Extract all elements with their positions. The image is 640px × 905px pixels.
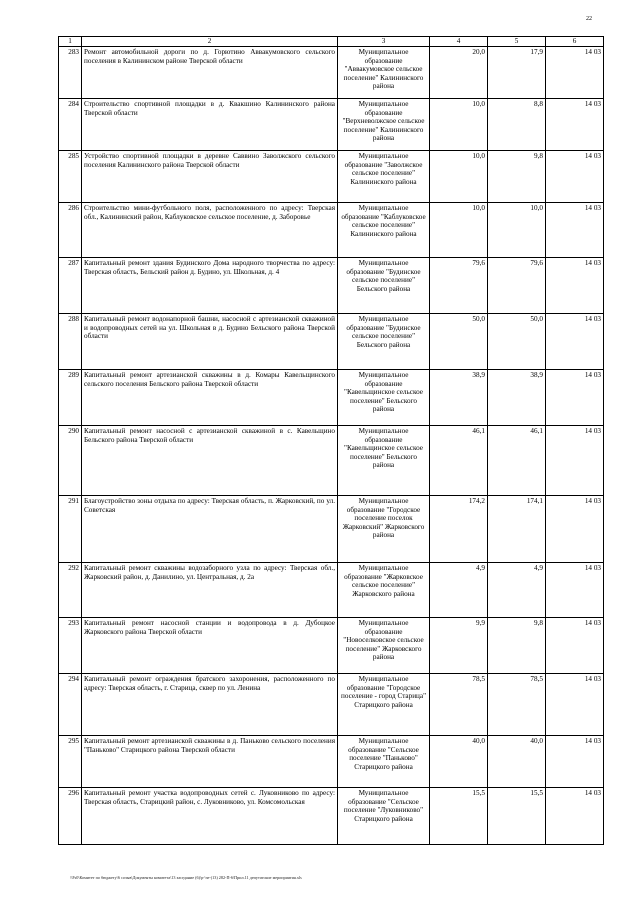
row-number: 284 (59, 99, 82, 151)
row-budget-code: 14 03 (546, 370, 604, 426)
row-number: 285 (59, 151, 82, 203)
row-value-actual: 46,1 (488, 426, 546, 496)
row-description: Строительство мини-футбольного поля, расположенного по адресу: Тверская обл., Калининский район, Каблуковское сельское поселение, д. Заборовье (82, 203, 338, 258)
row-value-planned: 78,5 (430, 674, 488, 736)
row-budget-code: 14 03 (546, 47, 604, 99)
row-description: Ремонт автомобильной дороги по д. Горютино Аввакумовского сельского поселения в Калининском районе Тверской области (82, 47, 338, 99)
row-budget-code: 14 03 (546, 618, 604, 674)
table-row (59, 788, 604, 845)
col-header-3: 3 (338, 37, 430, 47)
row-recipient: Муниципальное образование "Будинское сельское поселение" Бельского района (338, 314, 430, 370)
row-number: 283 (59, 47, 82, 99)
row-value-planned: 46,1 (430, 426, 488, 496)
row-description: Благоустройство зоны отдыха по адресу: Тверская область, п. Жарковский, по ул. Советская (82, 496, 338, 563)
row-value-actual: 79,6 (488, 258, 546, 314)
row-value-planned: 79,6 (430, 258, 488, 314)
col-header-5: 5 (488, 37, 546, 47)
appropriations-table (58, 36, 604, 845)
row-recipient: Муниципальное образование "Каблуковское сельское поселение" Калининского района (338, 203, 430, 258)
row-value-planned: 40,0 (430, 736, 488, 788)
row-description: Устройство спортивной площадки в деревне Саввино Заволжского сельского поселения Калининского района Тверской области (82, 151, 338, 203)
table-row (59, 258, 604, 314)
table-row (59, 426, 604, 496)
row-number: 293 (59, 618, 82, 674)
row-value-planned: 15,5 (430, 788, 488, 845)
row-number: 292 (59, 563, 82, 618)
table-row (59, 47, 604, 99)
page-number: 22 (586, 16, 592, 22)
table-row (59, 151, 604, 203)
row-number: 296 (59, 788, 82, 845)
row-budget-code: 14 03 (546, 203, 604, 258)
row-recipient: Муниципальное образование "Сельское поселение "Луковниково" Старицкого района (338, 788, 430, 845)
row-budget-code: 14 03 (546, 99, 604, 151)
row-value-planned: 4,9 (430, 563, 488, 618)
row-value-actual: 9,8 (488, 151, 546, 203)
row-recipient: Муниципальное образование "Кавельщинское сельское поселение" Бельского района (338, 426, 430, 496)
row-recipient: Муниципальное образование "Кавельщинское сельское поселение" Бельского района (338, 370, 430, 426)
row-number: 291 (59, 496, 82, 563)
row-budget-code: 14 03 (546, 426, 604, 496)
row-value-actual: 50,0 (488, 314, 546, 370)
row-budget-code: 14 03 (546, 314, 604, 370)
row-description: Капитальный ремонт участка водопроводных сетей с. Луковниково по адресу: Тверская область, Старицкий район, с. Луковниково, ул. Комсомольская (82, 788, 338, 845)
row-value-planned: 38,9 (430, 370, 488, 426)
row-budget-code: 14 03 (546, 151, 604, 203)
col-header-6: 6 (546, 37, 604, 47)
row-recipient: Муниципальное образование "Аввакумовское сельское поселение" Калининского района (338, 47, 430, 99)
file-path-footer: \\Fs0\Комитет по бюджету\6 созыв\Документы комитета\13 заседание (6)\р-\зе-(13) 282-П-6\Прил.11 депутатские мероприятия.xls (70, 875, 302, 880)
row-description: Капитальный ремонт водонапорной башни, насосной с артезианской скважиной и водопроводных сетей на ул. Школьная в д. Будино Бельского района Тверской области (82, 314, 338, 370)
row-recipient: Муниципальное образование "Городское поселение поселок Жарковский" Жарковского района (338, 496, 430, 563)
row-value-actual: 174,1 (488, 496, 546, 563)
row-budget-code: 14 03 (546, 563, 604, 618)
row-value-planned: 9,9 (430, 618, 488, 674)
table-row (59, 370, 604, 426)
row-recipient: Муниципальное образование "Сельское поселение "Паньково" Старицкого района (338, 736, 430, 788)
table-row (59, 563, 604, 618)
row-value-planned: 50,0 (430, 314, 488, 370)
row-value-actual: 15,5 (488, 788, 546, 845)
row-value-actual: 78,5 (488, 674, 546, 736)
table-row (59, 496, 604, 563)
row-budget-code: 14 03 (546, 736, 604, 788)
col-header-4: 4 (430, 37, 488, 47)
row-description: Капитальный ремонт скважины водозаборного узла по адресу: Тверская обл., Жарковский район, д. Данилино, ул. Центральная, д. 2а (82, 563, 338, 618)
row-recipient: Муниципальное образование "Заволжское сельское поселение" Калининского района (338, 151, 430, 203)
row-number: 295 (59, 736, 82, 788)
col-header-1: 1 (59, 37, 82, 47)
row-number: 289 (59, 370, 82, 426)
row-description: Капитальный ремонт насосной станции и водопровода в д. Дубоцкое Жарковского района Тверской области (82, 618, 338, 674)
row-number: 294 (59, 674, 82, 736)
table-row (59, 99, 604, 151)
row-description: Строительство спортивной площадки в д. Квакшино Калининского района Тверской области (82, 99, 338, 151)
row-recipient: Муниципальное образование "Новоселковское сельское поселение" Жарковского района (338, 618, 430, 674)
row-value-planned: 10,0 (430, 203, 488, 258)
row-value-planned: 10,0 (430, 99, 488, 151)
table-row (59, 674, 604, 736)
table-row (59, 314, 604, 370)
header-row (59, 37, 604, 47)
row-number: 287 (59, 258, 82, 314)
row-value-actual: 9,8 (488, 618, 546, 674)
row-recipient: Муниципальное образование "Городское поселение - город Старица" Старицкого района (338, 674, 430, 736)
table-row (59, 203, 604, 258)
row-value-planned: 174,2 (430, 496, 488, 563)
row-recipient: Муниципальное образование "Жарковское сельское поселение" Жарковского района (338, 563, 430, 618)
col-header-2: 2 (82, 37, 338, 47)
row-budget-code: 14 03 (546, 258, 604, 314)
row-value-planned: 20,0 (430, 47, 488, 99)
row-description: Капитальный ремонт ограждения братского захоронения, расположенного по адресу: Тверская область, г. Старица, сквер по ул. Ленина (82, 674, 338, 736)
row-value-actual: 8,8 (488, 99, 546, 151)
table-row (59, 618, 604, 674)
table-row (59, 736, 604, 788)
row-number: 286 (59, 203, 82, 258)
row-recipient: Муниципальное образование "Будинское сельское поселение" Бельского района (338, 258, 430, 314)
row-budget-code: 14 03 (546, 674, 604, 736)
row-description: Капитальный ремонт насосной с артезианской скважиной в с. Кавельщино Бельского района Тверской области (82, 426, 338, 496)
row-value-actual: 4,9 (488, 563, 546, 618)
row-value-actual: 10,0 (488, 203, 546, 258)
row-budget-code: 14 03 (546, 496, 604, 563)
row-description: Капитальный ремонт здания Будинского Дома народного творчества по адресу: Тверская область, Бельский район д. Будино, ул. Школьная, д. 4 (82, 258, 338, 314)
row-description: Капитальный ремонт артезианской скважины в д. Комары Кавельщинского сельского поселения Бельского района Тверской области (82, 370, 338, 426)
row-number: 290 (59, 426, 82, 496)
row-number: 288 (59, 314, 82, 370)
row-value-actual: 40,0 (488, 736, 546, 788)
row-value-actual: 38,9 (488, 370, 546, 426)
row-description: Капитальный ремонт артезианской скважины в д. Паньково сельского поселения "Паньково" Старицкого района Тверской области (82, 736, 338, 788)
row-budget-code: 14 03 (546, 788, 604, 845)
row-value-planned: 10,0 (430, 151, 488, 203)
row-recipient: Муниципальное образование "Верхневолжское сельское поселение" Калининского района (338, 99, 430, 151)
row-value-actual: 17,9 (488, 47, 546, 99)
